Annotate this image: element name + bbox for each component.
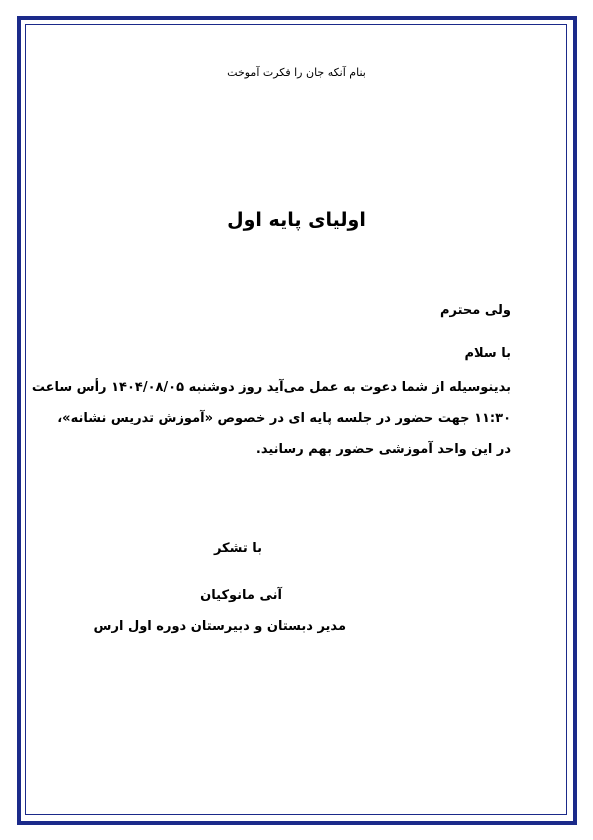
letter-title: اولیای پایه اول <box>227 209 366 231</box>
salutation: ولی محترم <box>440 303 511 318</box>
greeting: با سلام <box>464 346 511 361</box>
bismillah-header: بنام آنکه جان را فکرت آموخت <box>227 66 366 79</box>
signer-name: آنی مانوکیان <box>200 588 282 603</box>
closing-thanks: با تشکر <box>213 541 262 556</box>
body-line-3: در این واحد آموزشی حضور بهم رسانید. <box>255 442 511 457</box>
body-line-2: ۱۱:۳۰ جهت حضور در جلسه پایه ای در خصوص «آموزش تدریس نشانه»، <box>57 411 511 426</box>
body-line-1: بدینوسیله از شما دعوت به عمل می‌آید روز دوشنبه ۱۴۰۴/۰۸/۰۵ رأس ساعت <box>31 380 511 395</box>
signer-role: مدیر دبستان و دبیرستان دوره اول ارس <box>93 619 346 634</box>
